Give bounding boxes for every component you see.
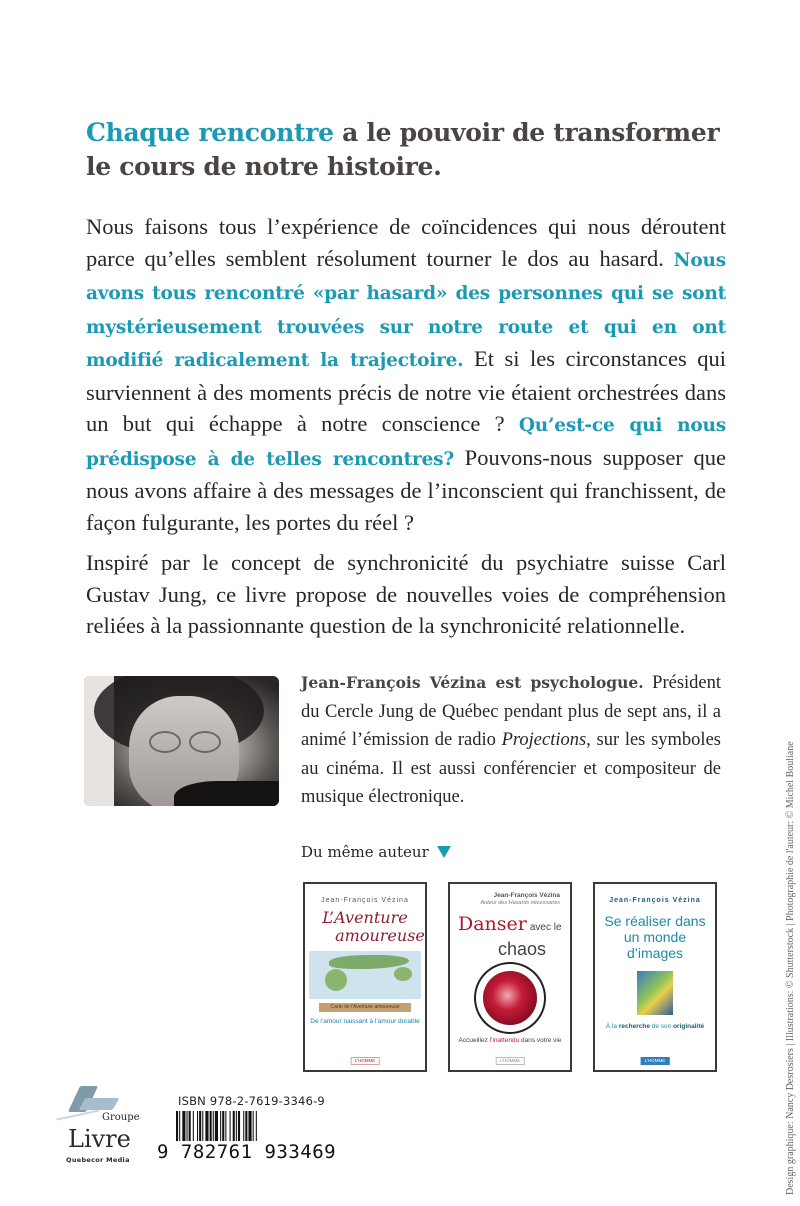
barcode-bar: [220, 1111, 221, 1141]
book-title: [450, 913, 570, 959]
map-illustration: [309, 951, 421, 999]
barcode-bar: [245, 1111, 247, 1141]
tagline-rest: a le pouvoir de transformer le cours de notre histoire.: [86, 118, 720, 181]
groupe-livre-logo: [52, 1086, 156, 1170]
barcode-bar: [238, 1111, 240, 1141]
p1-text-1: Nous faisons tous l’expérience de coïncidences qui nous déroutent parce qu’elles semblent résolument tourner le dos au hasard.: [86, 214, 726, 271]
book-title-line-1: L’Aventure: [322, 908, 408, 927]
book-title: Se réaliser dans un monde d’images: [604, 913, 706, 961]
book-author: Jean-François Vézina: [609, 897, 701, 904]
barcode-bar: [213, 1111, 214, 1141]
barcode-bar: [256, 1111, 257, 1141]
barcode-bar: [243, 1111, 244, 1141]
triangle-down-icon: [437, 846, 451, 858]
credits-vertical: Design graphique: Nancy Desrosiers | Illustrations: © Shutterstock | Photographie de l'auteur: © Michel Bouliane: [785, 741, 796, 1195]
tagline-bold-2: originalité: [673, 1023, 705, 1030]
same-author-label: Du même auteur: [301, 843, 429, 861]
barcode: [176, 1111, 288, 1141]
back-cover-tagline: [86, 116, 746, 184]
barcode-bar: [215, 1111, 218, 1141]
tagline-post: dans votre vie: [519, 1037, 562, 1044]
book-author: Jean-François Vézina: [321, 897, 409, 904]
barcode-bar: [230, 1111, 231, 1141]
tagline-bold-1: recherche: [618, 1023, 650, 1030]
p1-highlight-1: Nous avons tous rencontré «par hasard» des personnes qui se sont mystérieusement trouvées sur notre route et qui en ont modifié radicalement la trajectoire.: [86, 249, 726, 371]
radio-show-title: Projections,: [501, 730, 591, 750]
barcode-bar: [199, 1111, 201, 1141]
description-paragraph-2: Inspiré par le concept de synchronicité du psychiatre suisse Carl Gustav Jung, ce livre propose de nouvelles voies de compréhension reliées à la passionnante question de la synchronicité relationnelle.: [86, 550, 726, 638]
barcode-bar: [210, 1111, 212, 1141]
barcode-digits: 9 782761 933469: [157, 1141, 337, 1163]
book-title: [305, 909, 425, 945]
logo-livre: Livre: [68, 1125, 131, 1153]
tagline-highlight: Chaque rencontre: [86, 118, 334, 147]
barcode-bar: [248, 1111, 251, 1141]
tagline-mid: de son: [649, 1023, 674, 1030]
barcode-bar: [205, 1111, 208, 1141]
book-tagline: De l’amour naissant à l’amour durable: [310, 1018, 420, 1025]
book-sub-author: Auteur des Hasards nécessaires: [480, 900, 560, 906]
barcode-bar: [189, 1111, 191, 1141]
author-bio-text-2: sur les symboles au cinéma. Il est aussi conférencier et compositeur de musique électronique.: [301, 730, 721, 807]
book-cover-aventure-amoureuse: [303, 882, 427, 1072]
barcode-bar: [197, 1111, 198, 1141]
description-paragraph-1: [86, 211, 726, 538]
cover-image-illustration: [637, 971, 673, 1015]
book-tagline: [450, 1037, 570, 1045]
author-bio-lead: Jean-François Vézina est psychologue.: [301, 673, 644, 692]
tagline-emphasis: l’inattendu: [489, 1037, 520, 1044]
barcode-bar: [202, 1111, 203, 1141]
book-author: Jean-François Vézina: [493, 892, 560, 899]
barcode-bar: [253, 1111, 254, 1141]
publisher-mark: L'HOMME: [351, 1057, 380, 1065]
book-title-row: [458, 913, 570, 939]
tagline-pre: Accueillez: [458, 1037, 490, 1044]
globe-dancers-illustration: [483, 971, 537, 1025]
barcode-bar: [233, 1111, 235, 1141]
tagline-pre: À la: [605, 1023, 619, 1030]
barcode-bar: [222, 1111, 224, 1141]
barcode-bar: [187, 1111, 188, 1141]
book-title-part-3: chaos: [498, 939, 547, 959]
map-banner: Carte de l'Aventure amoureuse: [319, 1003, 411, 1012]
book-cover-danser-avec-le-chaos: [448, 882, 572, 1072]
book-title-part-2: avec le: [529, 922, 562, 933]
barcode-bar: [236, 1111, 237, 1141]
publisher-mark: L'HOMME: [496, 1057, 525, 1065]
barcode-bar: [179, 1111, 180, 1141]
barcode-bar: [182, 1111, 185, 1141]
book-cover-se-realiser: [593, 882, 717, 1072]
same-author-heading: [301, 843, 451, 861]
logo-groupe: Groupe: [102, 1112, 140, 1123]
p1-highlight-2: Qu’est-ce qui nous prédispose à de telles rencontres?: [86, 415, 726, 470]
author-bio: [301, 669, 721, 812]
p1-text-2: Et si les circonstances qui surviennent à des moments précis de notre vie étaient orchestrées dans un but qui échappe à notre conscience ?: [86, 346, 726, 436]
publisher-mark: L'HOMME: [641, 1057, 670, 1065]
isbn-label: ISBN 978-2-7619-3346-9: [178, 1094, 325, 1108]
barcode-bar: [193, 1111, 194, 1141]
book-title-line-2: amoureuse: [335, 926, 425, 945]
book-tagline: [595, 1023, 715, 1031]
barcode-bar: [176, 1111, 178, 1141]
author-bio-text-1: Président du Cercle Jung de Québec pendant plus de sept ans, il a animé l’émission de radio: [301, 673, 722, 750]
barcode-bar: [225, 1111, 226, 1141]
p1-text-3: Pouvons-nous supposer que nous avons affaire à des messages de l’inconscient qui franchissent, de façon fulgurante, les portes du réel ?: [86, 444, 727, 535]
leaf-icon: [79, 1098, 120, 1110]
book-title-part-1: Danser: [458, 913, 527, 935]
logo-quebecor-media: Quebecor Media: [66, 1156, 130, 1164]
author-photo: [84, 676, 279, 806]
